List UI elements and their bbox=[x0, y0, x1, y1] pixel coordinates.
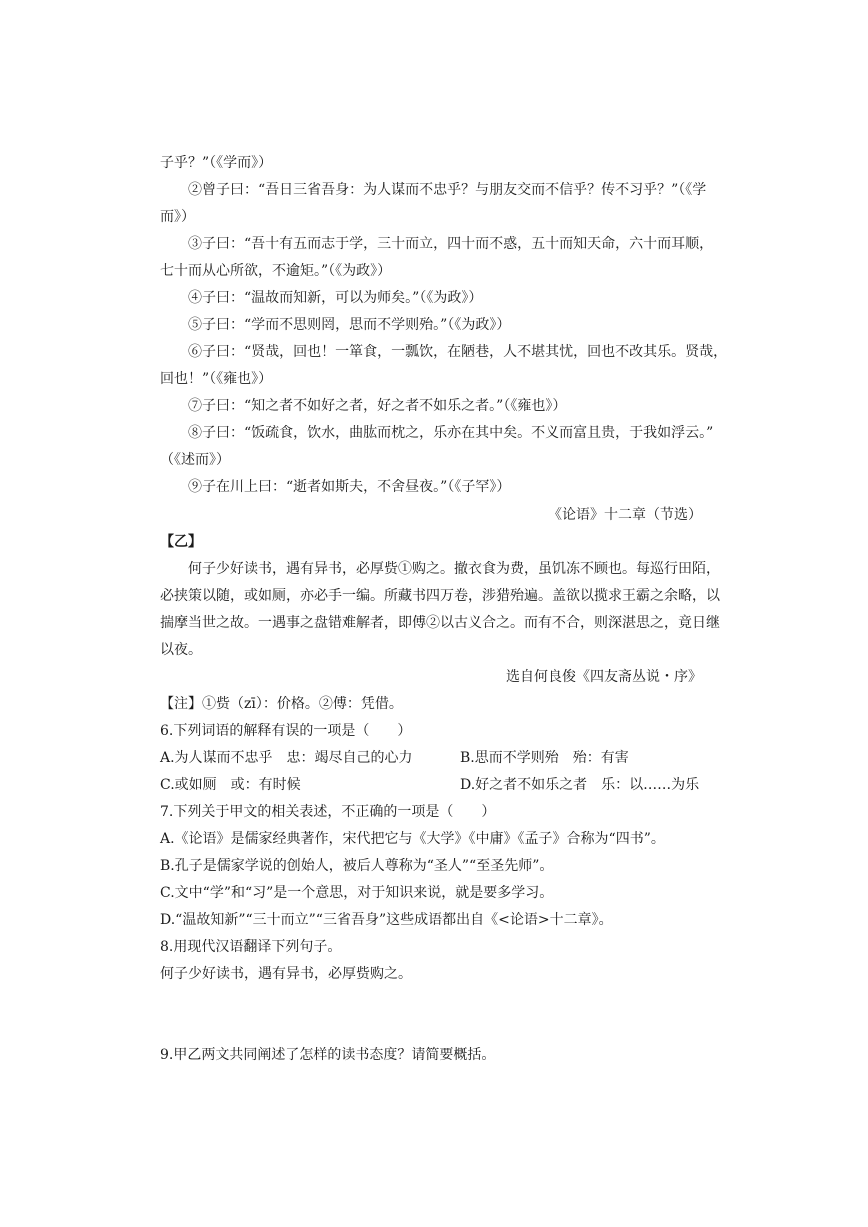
text-line: 七十而从心所欲，不逾矩。”（《为政》） bbox=[160, 263, 392, 279]
text-line: 子乎？”（《学而》） bbox=[160, 155, 273, 171]
text-line: 回也！”（《雍也》） bbox=[160, 371, 273, 387]
text-line: ⑦子曰：“知之者不如好之者，好之者不如乐之者。”（《雍也》） bbox=[188, 398, 567, 414]
text-line: ③子曰：“吾十有五而志于学，三十而立，四十而不惑，五十而知天命，六十而耳顺， bbox=[188, 236, 714, 252]
section-heading: 【乙】 bbox=[160, 534, 202, 550]
text-line: （《述而》） bbox=[160, 452, 230, 468]
text-line: 以夜。 bbox=[160, 642, 202, 658]
question-7: 7.下列关于甲文的相关表述，不正确的一项是（ ） bbox=[160, 804, 496, 820]
question-8-sentence: 何子少好读书，遇有异书，必厚赀购之。 bbox=[160, 966, 412, 982]
text-line: 而》） bbox=[160, 209, 195, 225]
text-line: 揣摩当世之故。一遇事之盘错难解者，即傅②以古义合之。而有不合，则深湛思之，竟日继 bbox=[160, 615, 720, 631]
text-line: ⑤子曰：“学而不思则罔，思而不学则殆。”（《为政》） bbox=[188, 317, 511, 333]
text-line: ⑨子在川上曰：“逝者如斯夫，不舍昼夜。”（《子罕》） bbox=[188, 479, 511, 495]
text-line: 必挟策以随，或如厕，亦必手一编。所藏书四万卷，涉猎殆遍。盖欲以揽求王霸之余略，以 bbox=[160, 588, 720, 604]
source-note: 选自何良俊《四友斋丛说・序》 bbox=[506, 669, 702, 685]
text-line: ⑥子曰：“贤哉，回也！一箪食，一瓢饮，在陋巷，人不堪其忧，回也不改其乐。贤哉， bbox=[188, 344, 728, 360]
question-6: 6.下列词语的解释有误的一项是（ ） bbox=[160, 723, 412, 739]
option-7c: C.文中“学”和“习”是一个意思，对于知识来说，就是要多学习。 bbox=[160, 885, 554, 901]
annotation-note: 【注】①赀（zī）：价格。②傅：凭借。 bbox=[160, 696, 403, 712]
option-6b: B.思而不学则殆 殆：有害 bbox=[460, 750, 629, 766]
option-6a: A.为人谋而不忠乎 忠：竭尽自己的心力 bbox=[160, 750, 413, 766]
text-line: 何子少好读书，遇有异书，必厚赀①购之。撤衣食为费，虽饥冻不顾也。每巡行田陌， bbox=[188, 561, 720, 577]
source-note: 《论语》十二章（节选） bbox=[548, 507, 702, 523]
question-9: 9.甲乙两文共同阐述了怎样的读书态度？请简要概括。 bbox=[160, 1047, 496, 1063]
question-8: 8.用现代汉语翻译下列句子。 bbox=[160, 939, 342, 955]
option-6d: D.好之者不如乐之者 乐：以……为乐 bbox=[460, 777, 700, 793]
text-line: ②曾子曰：“吾日三省吾身：为人谋而不忠乎？与朋友交而不信乎？传不习乎？”（《学 bbox=[188, 182, 707, 198]
option-7a: A.《论语》是儒家经典著作，宋代把它与《大学》《中庸》《孟子》合称为“四书”。 bbox=[160, 831, 665, 847]
option-6c: C.或如厕 或：有时候 bbox=[160, 777, 301, 793]
text-line: ⑧子曰：“饭疏食，饮水，曲肱而枕之，乐亦在其中矣。不义而富且贵，于我如浮云。” bbox=[188, 425, 714, 441]
text-line: ④子曰：“温故而知新，可以为师矣。”（《为政》） bbox=[188, 290, 483, 306]
option-7d: D.“温故知新”“三十而立”“三省吾身”这些成语都出自《<论语>十二章》。 bbox=[160, 912, 613, 928]
option-7b: B.孔子是儒家学说的创始人，被后人尊称为“圣人”“至圣先师”。 bbox=[160, 858, 554, 874]
